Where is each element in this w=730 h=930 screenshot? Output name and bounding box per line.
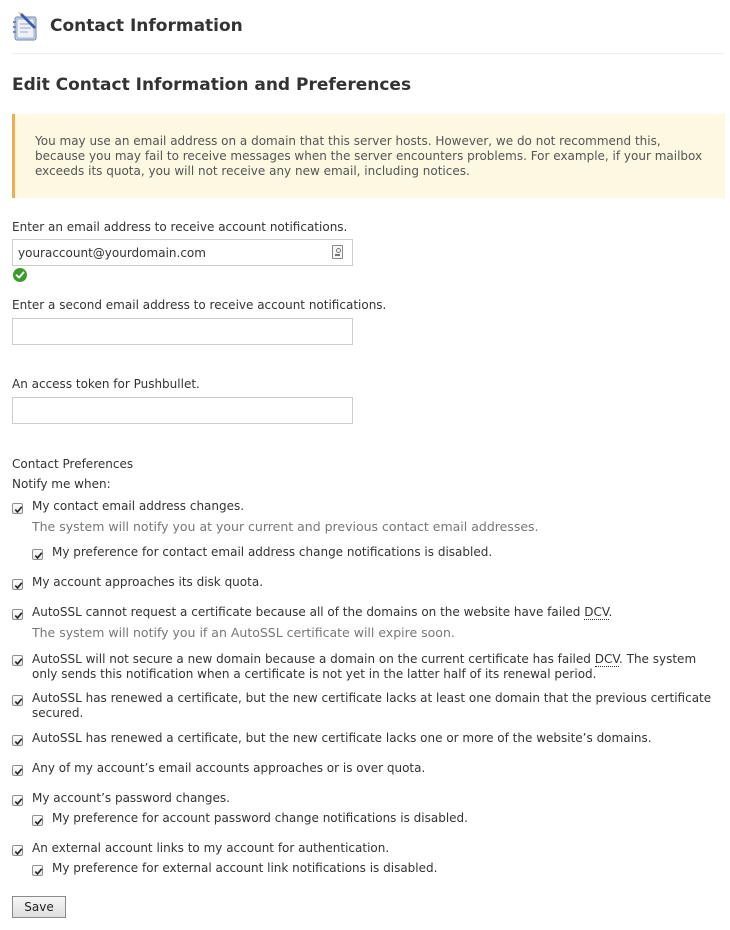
autossl-dcv-failed-checkbox[interactable]	[12, 609, 23, 620]
external-account-link-checkbox[interactable]	[12, 845, 23, 856]
disk-quota-checkbox[interactable]	[12, 579, 23, 590]
contact-email-change-label: My contact email address changes.	[32, 499, 245, 513]
contact-email-change-help: The system will notify you at your current and previous contact email addresses.	[32, 519, 539, 534]
warning-notice: You may use an email address on a domain that this server hosts. However, we do not recommend this, because you may fail to receive messages when the server encounters problems. For example, if your mailbox exceeds its quota, you will not receive any new email, including notices.	[12, 114, 725, 198]
page-title: Contact Information	[50, 16, 243, 36]
password-change-disabled-checkbox[interactable]	[32, 815, 43, 826]
autossl-lacks-website-domain-checkbox[interactable]	[12, 735, 23, 746]
autossl-new-domain-label: AutoSSL will not secure a new domain because a domain on the current certificate has failed DCV. The system only sends this notification when a certificate is not yet in the latter half of its renewal period.	[32, 652, 697, 681]
autossl-dcv-failed-label: AutoSSL cannot request a certificate because all of the domains on the website have failed DCV.	[32, 605, 613, 619]
autossl-lacks-website-domain-label: AutoSSL has renewed a certificate, but the new certificate lacks one or more of the website’s domains.	[32, 731, 652, 745]
email-input[interactable]	[12, 239, 353, 266]
contact-book-icon	[12, 12, 40, 42]
contact-email-change-disabled-label: My preference for contact email address change notifications is disabled.	[52, 545, 493, 559]
disk-quota-label: My account approaches its disk quota.	[32, 575, 264, 589]
second-email-input[interactable]	[12, 318, 353, 345]
contact-email-change-disabled-checkbox[interactable]	[32, 549, 43, 560]
dcv-abbreviation: DCV	[584, 605, 609, 619]
email-quota-label: Any of my account’s email accounts approaches or is over quota.	[32, 761, 426, 775]
contact-preferences-heading: Contact Preferences	[12, 457, 134, 471]
pushbullet-token-input[interactable]	[12, 397, 353, 424]
autossl-expire-help: The system will notify you if an AutoSSL certificate will expire soon.	[32, 625, 455, 640]
autossl-lacks-previous-domain-label: AutoSSL has renewed a certificate, but the new certificate lacks at least one domain that the previous certificate secured.	[32, 691, 712, 720]
notify-me-when-label: Notify me when:	[12, 477, 111, 491]
section-title: Edit Contact Information and Preferences	[12, 75, 412, 95]
page-header	[12, 12, 724, 54]
external-account-link-label: An external account links to my account for authentication.	[32, 841, 390, 855]
contact-email-change-checkbox[interactable]	[12, 503, 23, 514]
dcv-abbreviation: DCV	[594, 652, 619, 666]
second-email-label: Enter a second email address to receive account notifications.	[12, 298, 387, 312]
email-label: Enter an email address to receive account notifications.	[12, 220, 348, 234]
autossl-lacks-previous-domain-checkbox[interactable]	[12, 695, 23, 706]
pushbullet-label: An access token for Pushbullet.	[12, 377, 200, 391]
email-quota-checkbox[interactable]	[12, 765, 23, 776]
external-account-link-disabled-checkbox[interactable]	[32, 865, 43, 876]
checkmark-valid-icon	[13, 268, 27, 282]
password-change-label: My account’s password changes.	[32, 791, 230, 805]
save-button[interactable]: Save	[12, 896, 66, 918]
external-account-link-disabled-label: My preference for external account link notifications is disabled.	[52, 861, 438, 875]
autossl-new-domain-checkbox[interactable]	[12, 655, 23, 666]
contact-card-icon[interactable]	[332, 245, 343, 259]
password-change-disabled-label: My preference for account password change notifications is disabled.	[52, 811, 468, 825]
password-change-checkbox[interactable]	[12, 795, 23, 806]
